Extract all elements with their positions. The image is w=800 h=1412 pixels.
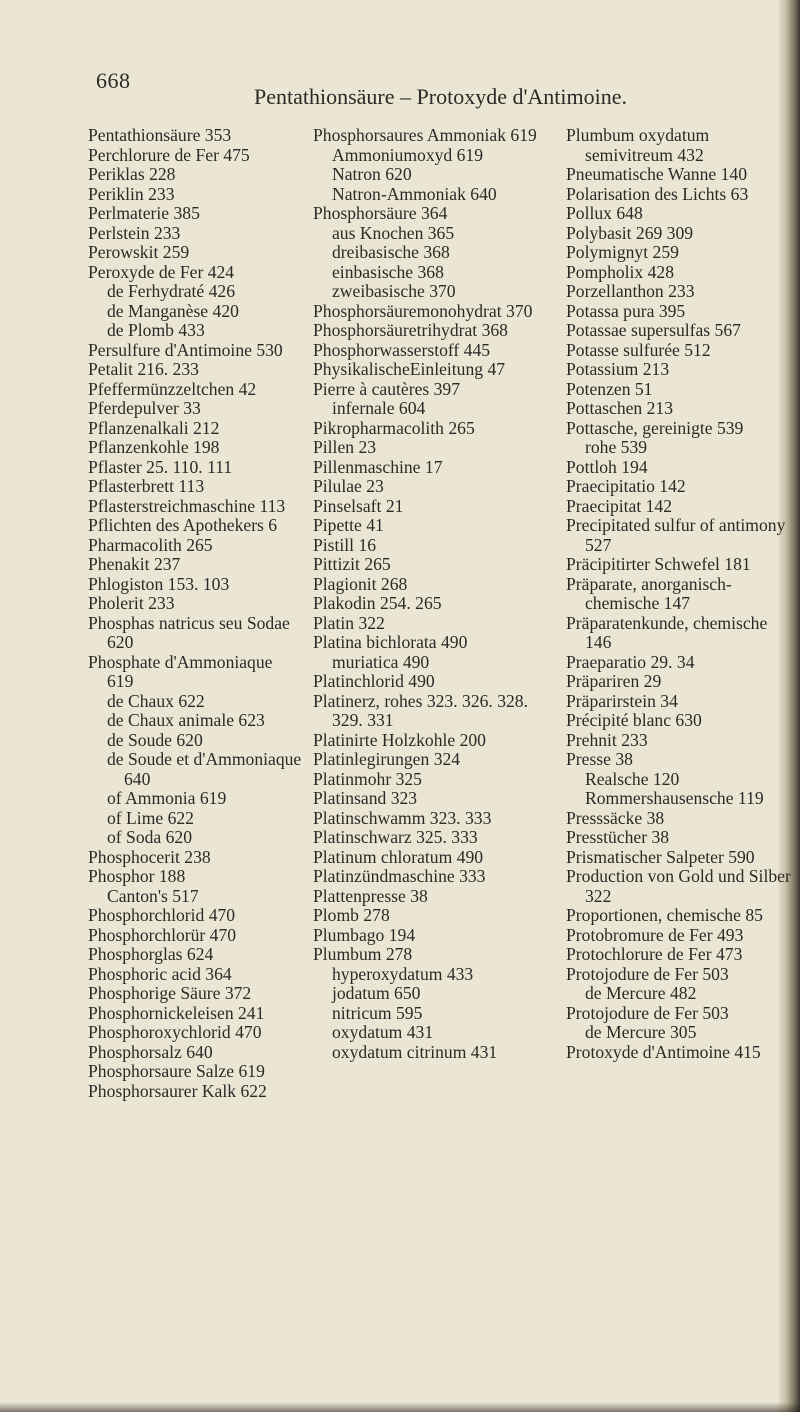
index-entry: Polarisation des Lichts 63 (566, 183, 749, 204)
index-column-1 (88, 126, 303, 1101)
index-entry: hyperoxydatum 433 (332, 963, 474, 984)
index-entry: Production von Gold und Silber 322 (566, 866, 791, 906)
index-entry: Phosphoric acid 364 (88, 963, 232, 984)
index-entry: Plattenpresse 38 (313, 885, 428, 906)
index-entry: Pompholix 428 (566, 261, 675, 282)
index-entry: Platinum chloratum 490 (313, 846, 484, 867)
index-entry: Ammoniumoxyd 619 (332, 144, 484, 165)
index-entry: Phosphorglas 624 (88, 944, 214, 964)
index-entry: Plomb 278 (313, 905, 390, 925)
index-entry: Phenakit 237 (88, 554, 181, 574)
index-entry: Plumbum oxydatum semivitreum 432 (566, 125, 710, 165)
index-entry: de Ferhydraté 426 (107, 281, 236, 301)
index-entry: Platinerz, rohes 323. 326. 328. 329. 331 (313, 690, 528, 730)
index-entry: Phosphornickeleisen 241 (88, 1002, 265, 1023)
index-entry: Pharmacolith 265 (88, 534, 213, 555)
index-entry: Perlmaterie 385 (88, 203, 200, 223)
index-entry: Pferdepulver 33 (88, 398, 201, 418)
index-entry: Rommershausensche 119 (585, 788, 764, 808)
index-entry: Protochlorure de Fer 473 (566, 944, 743, 964)
index-entry: Platinmohr 325 (313, 768, 422, 789)
index-entry: Pflichten des Apothekers 6 (88, 515, 278, 535)
index-entry: Phosphorchlorid 470 (88, 905, 236, 925)
index-entry: Präparatenkunde, chemische 146 (566, 612, 768, 652)
index-entry: Perowskit 259 (88, 242, 190, 262)
index-entry: Platinchlorid 490 (313, 671, 435, 691)
index-entry: Phosphas natricus seu Sodae 620 (88, 612, 290, 652)
index-entry: Phosphorchlorür 470 (88, 924, 237, 945)
index-entry: Pinselsaft 21 (313, 495, 404, 516)
index-column-3 (566, 126, 791, 1062)
index-entry: Realsche 120 (585, 768, 680, 789)
index-entry: Potassa pura 395 (566, 300, 686, 321)
index-entry: Polybasit 269 309 (566, 222, 694, 243)
index-entry: Pentathionsäure 353 (88, 125, 232, 145)
index-entry: Potasse sulfurée 512 (566, 339, 711, 360)
index-entry: de Soude et d'Ammoniaque 640 (107, 749, 302, 789)
index-entry: Praecipitat 142 (566, 495, 673, 516)
index-entry: Phosphoroxychlorid 470 (88, 1022, 262, 1042)
index-entry: Protobromure de Fer 493 (566, 924, 744, 945)
index-entry: Natron 620 (332, 164, 412, 184)
index-entry: Pflasterbrett 113 (88, 476, 205, 496)
index-entry: Platinschwamm 323. 333 (313, 807, 492, 828)
index-entry: PhysikalischeEinleitung 47 (313, 359, 506, 379)
index-entry: Perchlorure de Fer 475 (88, 144, 250, 165)
index-entry: Pillen 23 (313, 437, 377, 457)
index-entry: Plagionit 268 (313, 573, 408, 594)
index-entry: Prismatischer Salpeter 590 (566, 846, 755, 867)
page-number: 668 (96, 68, 131, 93)
running-head: Pentathionsäure – Protoxyde d'Antimoine. (254, 84, 628, 109)
index-entry: Pflasterstreichmaschine 113 (88, 495, 286, 516)
index-entry: aus Knochen 365 (332, 222, 455, 243)
index-entry: Pikropharmacolith 265 (313, 417, 475, 438)
index-entry: Précipité blanc 630 (566, 710, 702, 730)
index-entry: of Soda 620 (107, 827, 193, 847)
index-entry: Präpariren 29 (566, 671, 662, 691)
index-entry: Phosphate d'Ammoniaque 619 (88, 651, 273, 691)
index-entry: Precipitated sulfur of antimony 527 (566, 515, 786, 555)
index-entry: Presstücher 38 (566, 827, 670, 847)
index-entry: oxydatum citrinum 431 (332, 1041, 498, 1062)
index-entry: Pillenmaschine 17 (313, 456, 443, 477)
index-entry: Canton's 517 (107, 885, 199, 906)
index-entry: Phlogiston 153. 103 (88, 573, 230, 594)
index-entry: de Manganèse 420 (107, 300, 239, 321)
index-entry: Platinzündmaschine 333 (313, 866, 486, 886)
index-entry: Perlstein 233 (88, 222, 181, 243)
index-entry: Platinsand 323 (313, 788, 418, 808)
index-entry: Platina bichlorata 490 (313, 632, 468, 652)
index-entry: de Mercure 482 (585, 983, 697, 1003)
index-entry: Platinschwarz 325. 333 (313, 827, 478, 847)
index-entry: Praeparatio 29. 34 (566, 651, 695, 672)
index-entry: Pollux 648 (566, 203, 643, 223)
index-entry: Porzellanthon 233 (566, 281, 695, 301)
index-entry: Periklas 228 (88, 164, 176, 184)
index-entry: Proportionen, chemische 85 (566, 905, 763, 925)
index-entry: Presse 38 (566, 749, 633, 769)
index-entry: de Chaux animale 623 (107, 710, 265, 730)
index-entry: Pottloh 194 (566, 456, 648, 477)
index-entry: Natron-Ammoniak 640 (332, 183, 497, 204)
index-entry: Polymignyt 259 (566, 242, 679, 262)
index-entry: Pittizit 265 (313, 554, 391, 574)
index-entry: Potassae supersulfas 567 (566, 320, 741, 340)
index-entry: Persulfure d'Antimoine 530 (88, 339, 283, 360)
index-entry: of Ammonia 619 (107, 788, 227, 808)
index-entry: Plumbum 278 (313, 944, 413, 964)
index-entry: zweibasische 370 (332, 281, 456, 301)
index-entry: infernale 604 (332, 398, 426, 418)
index-entry: Phosphorsäuremonohydrat 370 (313, 300, 533, 321)
index-entry: Plakodin 254. 265 (313, 593, 442, 613)
index-entry: Pholerit 233 (88, 593, 175, 613)
index-entry: dreibasische 368 (332, 242, 450, 262)
index-entry: Pottasche, gereinigte 539 (566, 417, 744, 438)
index-entry: Peroxyde de Fer 424 (88, 261, 235, 282)
index-entry: de Plomb 433 (107, 320, 205, 340)
index-entry: Petalit 216. 233 (88, 359, 199, 379)
index-entry: Protojodure de Fer 503 (566, 963, 729, 984)
index-entry: de Chaux 622 (107, 690, 205, 711)
index-entry: Phosphorsaurer Kalk 622 (88, 1080, 267, 1101)
index-entry: Protoxyde d'Antimoine 415 (566, 1041, 761, 1062)
index-column-2 (313, 126, 543, 1062)
index-entry: Phosphorsaures Ammoniak 619 (313, 125, 537, 145)
index-entry: Phosphorwasserstoff 445 (313, 339, 491, 360)
index-entry: einbasische 368 (332, 261, 444, 282)
index-entry: of Lime 622 (107, 807, 194, 828)
index-entry: oxydatum 431 (332, 1022, 434, 1042)
index-entry: Phosphorsäuretrihydrat 368 (313, 320, 508, 340)
index-entry: jodatum 650 (332, 983, 421, 1003)
index-entry: Präparirstein 34 (566, 690, 678, 711)
index-entry: Potenzen 51 (566, 378, 653, 399)
index-entry: Pierre à cautères 397 (313, 378, 461, 399)
index-entry: Phosphorsäure 364 (313, 203, 448, 223)
index-entry: Potassium 213 (566, 359, 670, 379)
index-entry: Pflanzenkohle 198 (88, 437, 220, 457)
index-entry: Praecipitatio 142 (566, 476, 686, 496)
index-entry: Phosphor 188 (88, 866, 186, 886)
index-entry: Präparate, anorganisch-chemische 147 (566, 573, 732, 613)
index-entry: de Mercure 305 (585, 1022, 697, 1042)
index-entry: de Soude 620 (107, 729, 203, 750)
index-entry: Plumbago 194 (313, 924, 416, 945)
index-entry: Prehnit 233 (566, 729, 648, 750)
index-entry: Periklin 233 (88, 183, 175, 204)
index-entry: Presssäcke 38 (566, 807, 665, 828)
index-entry: Phosphocerit 238 (88, 846, 211, 867)
index-entry: Platinirte Holzkohle 200 (313, 729, 486, 750)
index-entry: nitricum 595 (332, 1002, 423, 1023)
index-entry: Platinlegirungen 324 (313, 749, 461, 769)
index-entry: muriatica 490 (332, 651, 430, 672)
index-entry: Pistill 16 (313, 534, 377, 555)
index-entry: Pneumatische Wanne 140 (566, 164, 747, 184)
index-entry: Pflanzenalkali 212 (88, 417, 220, 438)
index-entry: Pfeffermünzzeltchen 42 (88, 378, 257, 399)
index-entry: Phosphorsalz 640 (88, 1041, 213, 1062)
index-entry: Pipette 41 (313, 515, 384, 535)
index-entry: Protojodure de Fer 503 (566, 1002, 729, 1023)
index-entry: Präcipitirter Schwefel 181 (566, 554, 751, 574)
index-entry: Pilulae 23 (313, 476, 384, 496)
index-entry: Phosphorsaure Salze 619 (88, 1061, 265, 1081)
index-entry: rohe 539 (585, 437, 648, 457)
index-entry: Platin 322 (313, 612, 385, 633)
bottom-edge-shadow (0, 1402, 800, 1412)
index-entry: Pflaster 25. 110. 111 (88, 456, 233, 477)
index-entry: Pottaschen 213 (566, 398, 674, 418)
index-entry: Phosphorige Säure 372 (88, 983, 252, 1003)
